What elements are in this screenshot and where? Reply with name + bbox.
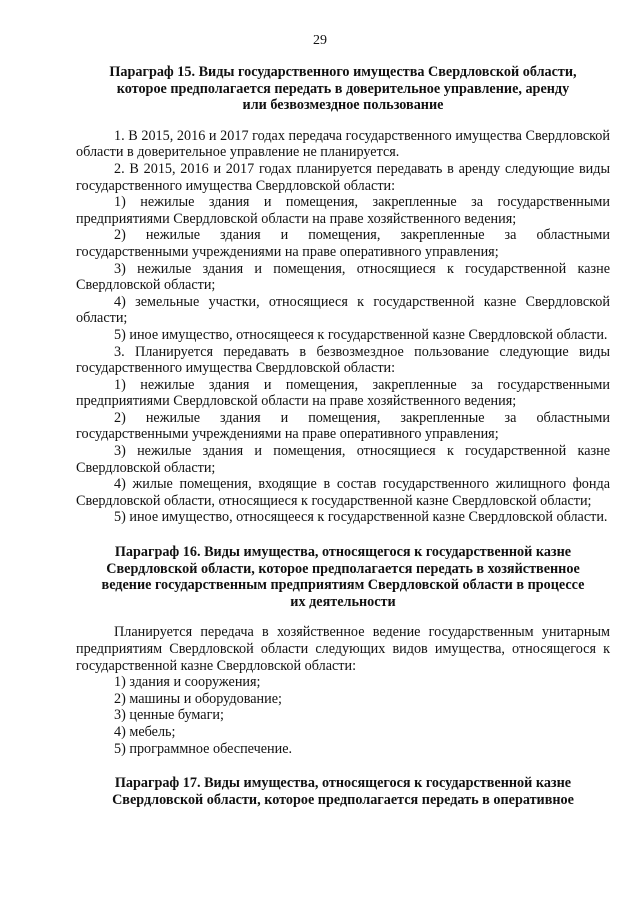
list-item: 1) нежилые здания и помещения, закрепленные за государственными предприятиями Свердловской области на праве хозяйственного ведения;	[76, 376, 610, 410]
list-item: 2) машины и оборудование;	[114, 690, 282, 707]
paragraph: 1. В 2015, 2016 и 2017 годах передача государственного имущества Свердловской области в доверительное управление не планируется.	[76, 127, 610, 161]
section-15-body	[76, 128, 610, 526]
page-number: 29	[313, 33, 327, 48]
section-15-heading	[76, 64, 610, 114]
list-item: 4) жилые помещения, входящие в состав государственного жилищного фонда Свердловской области, относящиеся к государственной казне Свердловской области;	[76, 476, 610, 509]
heading-line: Параграф 17. Виды имущества, относящегося к государственной казне	[114, 775, 572, 792]
list-item: 2) нежилые здания и помещения, закрепленные за областными государственными учреждениями на праве оперативного управления;	[76, 227, 610, 260]
heading-line: их деятельности	[290, 593, 396, 610]
paragraph: 3. Планируется передавать в безвозмездное пользование следующие виды государственного имущества Свердловской области:	[76, 343, 610, 377]
list-item: 4) мебель;	[114, 723, 176, 740]
heading-line: Параграф 16. Виды имущества, относящегося к государственной казне	[114, 544, 572, 561]
section-17-heading	[76, 775, 610, 808]
heading-line: Свердловской области, которое предполагается передать в хозяйственное	[106, 560, 580, 577]
heading-line: Свердловской области, которое предполагается передать в оперативное	[112, 791, 574, 808]
list-item: 4) земельные участки, относящиеся к государственной казне Свердловской области;	[76, 293, 610, 327]
heading-line: ведение государственным предприятиям Свердловской области в процессе	[101, 577, 585, 594]
list-item: 2) нежилые здания и помещения, закрепленные за областными государственными учреждениями на праве оперативного управления;	[76, 409, 610, 443]
paragraph: 2. В 2015, 2016 и 2017 годах планируется передавать в аренду следующие виды государственного имущества Свердловской области:	[76, 160, 610, 194]
list-item: 1) здания и сооружения;	[114, 674, 261, 691]
list-item: 5) иное имущество, относящееся к государственной казне Свердловской области.	[114, 509, 608, 526]
list-item: 3) нежилые здания и помещения, относящиеся к государственной казне Свердловской области;	[76, 260, 610, 294]
page-content	[76, 64, 610, 822]
section-16-body	[76, 624, 610, 757]
section-16-heading	[76, 544, 610, 610]
list-item: 1) нежилые здания и помещения, закрепленные за государственными предприятиями Свердловской области на праве хозяйственного ведения;	[76, 194, 610, 227]
heading-line: или безвозмездное пользование	[242, 97, 444, 114]
heading-line: которое предполагается передать в доверительное управление, аренду	[116, 80, 570, 97]
list-item: 5) программное обеспечение.	[114, 740, 293, 757]
list-item: 5) иное имущество, относящееся к государственной казне Свердловской области.	[114, 326, 608, 343]
list-item: 3) нежилые здания и помещения, относящиеся к государственной казне Свердловской области;	[76, 443, 610, 476]
heading-line: Параграф 15. Виды государственного имущества Свердловской области,	[109, 64, 577, 80]
paragraph: Планируется передача в хозяйственное ведение государственным унитарным предприятиям Свердловской области следующих видов имущества, относящегося к государственной казне Свердловской области:	[76, 624, 610, 674]
list-item: 3) ценные бумаги;	[114, 707, 224, 724]
